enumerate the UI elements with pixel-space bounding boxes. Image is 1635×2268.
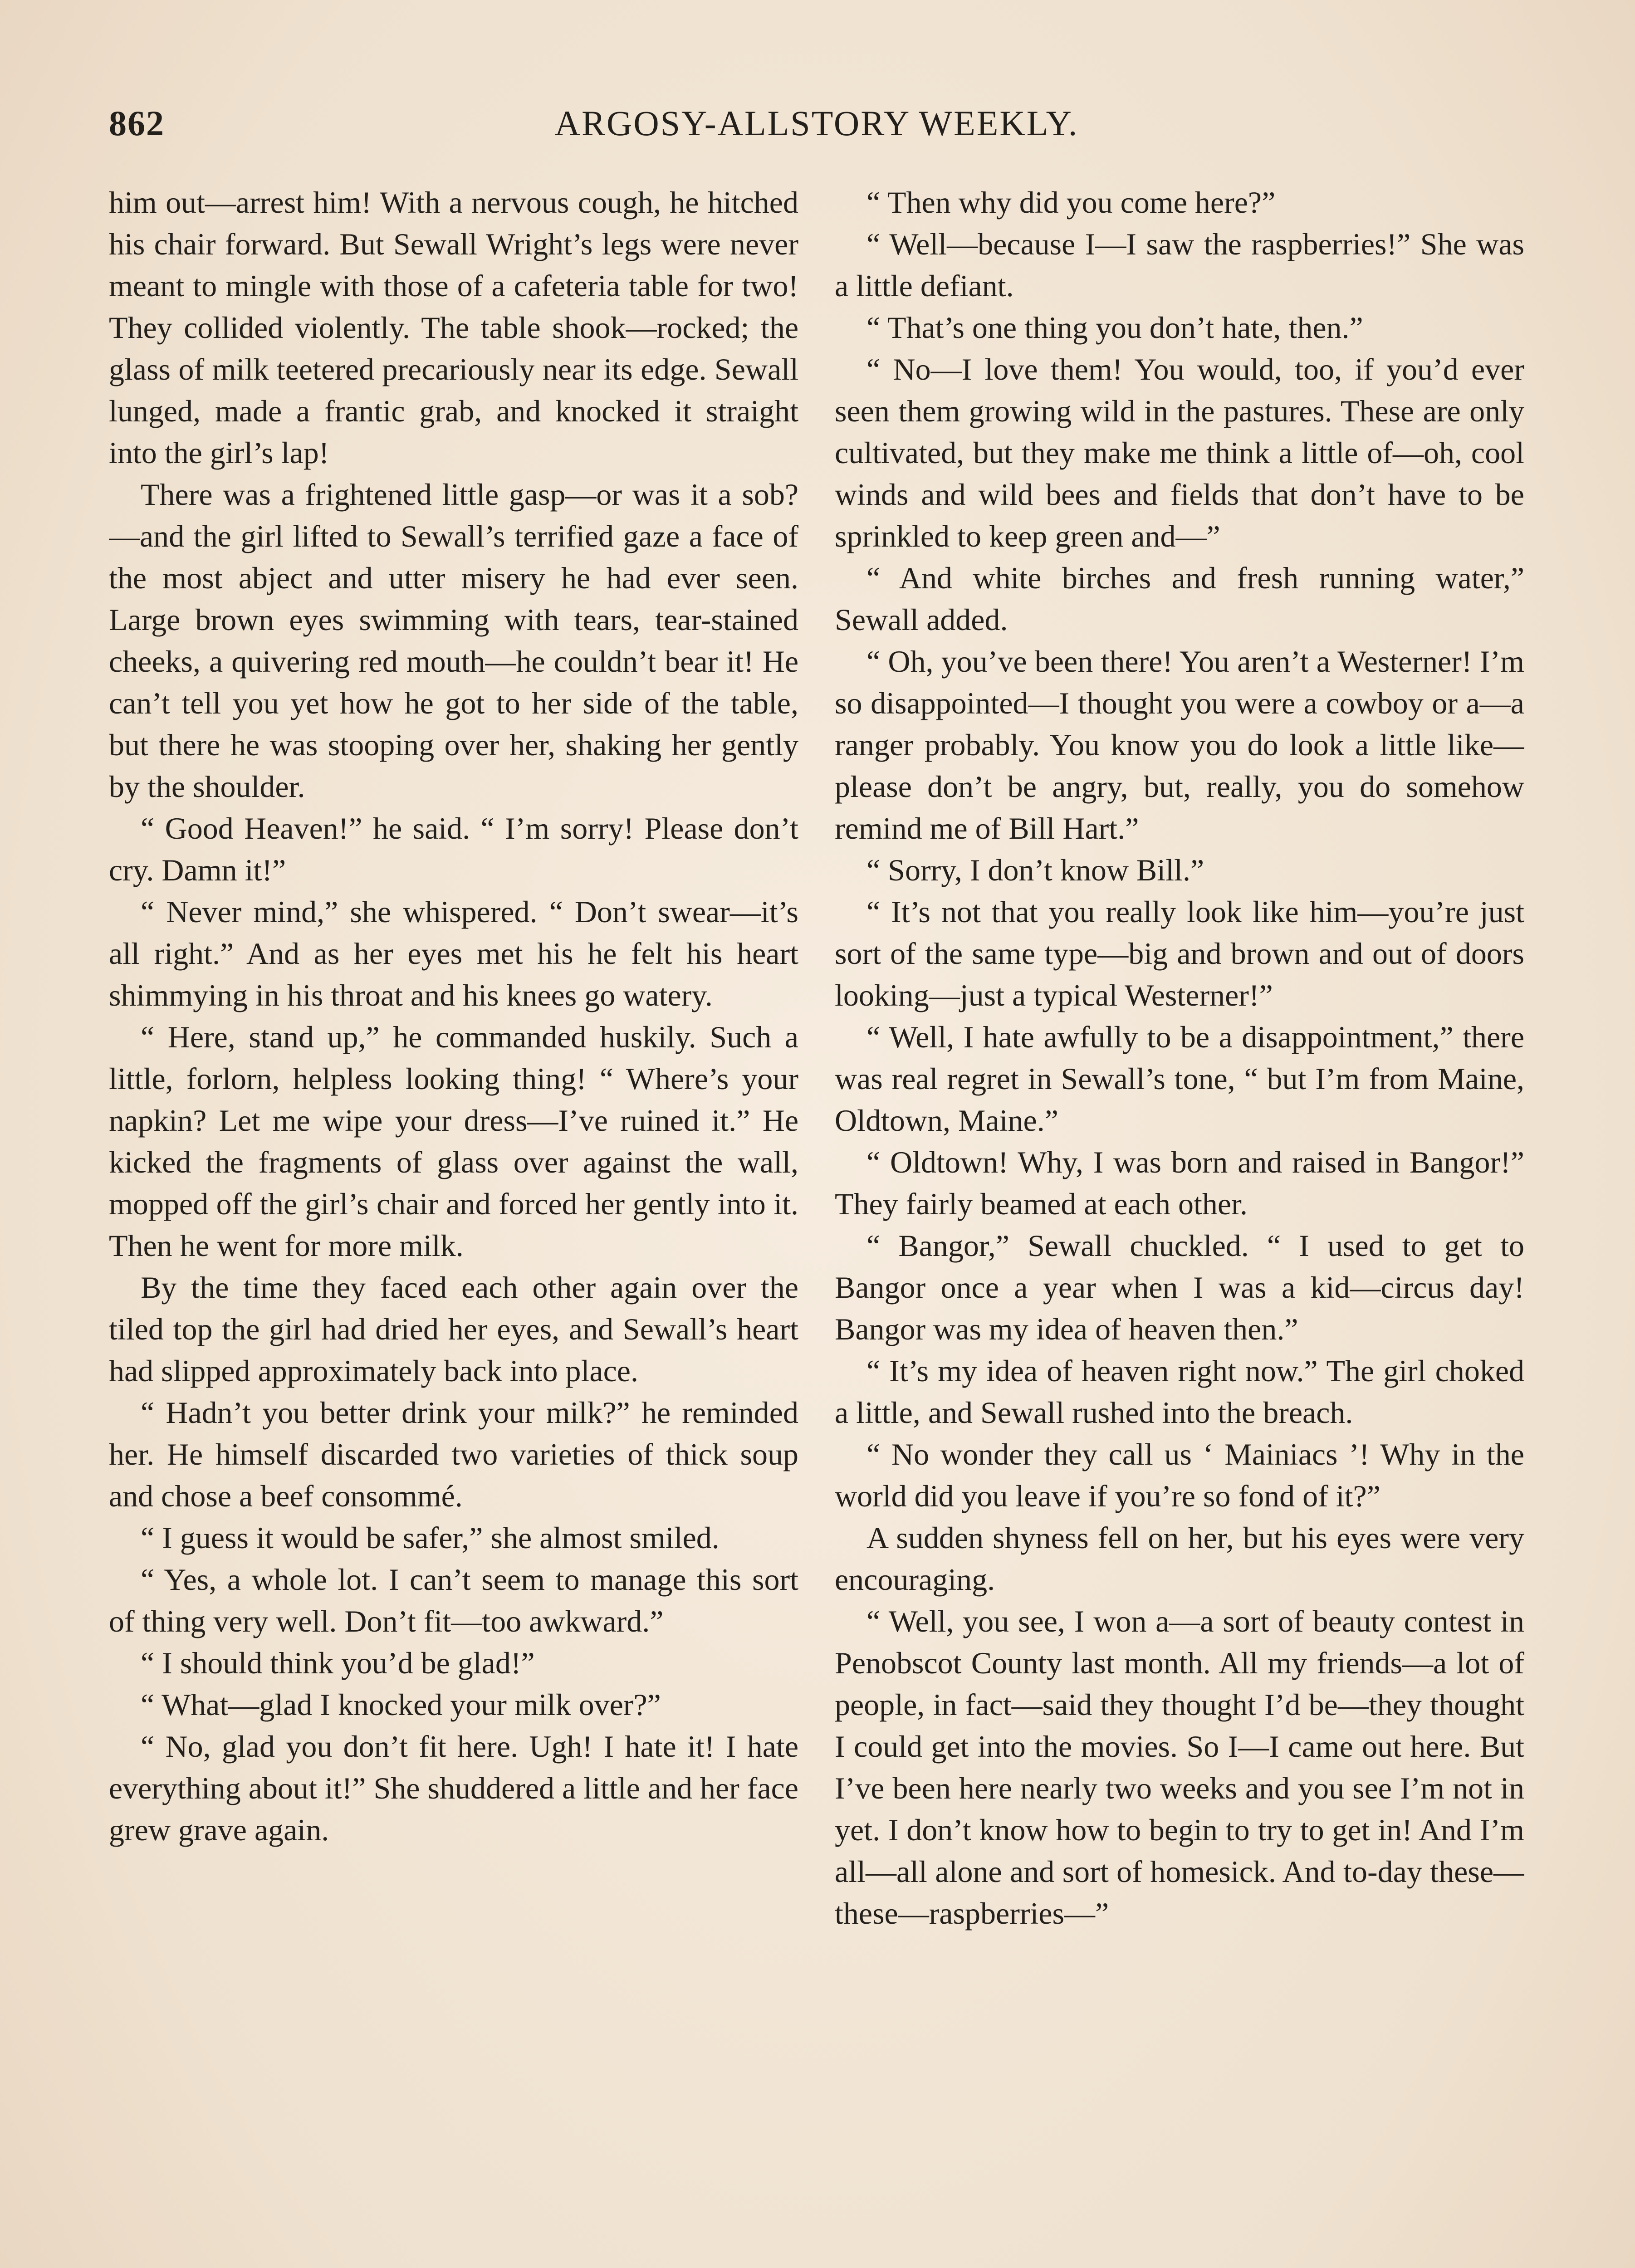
running-head: ARGOSY-ALLSTORY WEEKLY. bbox=[554, 103, 1079, 143]
page-number: 862 bbox=[109, 103, 165, 143]
paragraph: him out—arrest him! With a nervous cough, he hitched his chair forward. But Sewall Wright’s legs were never meant to mingle with those of a cafeteria table for two! They collided violently. The table shook—rocked; the glass of milk teetered precariously near its edge. Sewall lunged, made a frantic grab, and knocked it straight into the girl’s lap! bbox=[109, 185, 798, 470]
paragraph: “ Well—because I—I saw the raspberries!” She was a little defiant. bbox=[835, 227, 1524, 303]
paragraph: “ Hadn’t you better drink your milk?” he reminded her. He himself discarded two varieties of thick soup and chose a beef consommé. bbox=[109, 1395, 798, 1513]
paragraph: “ Sorry, I don’t know Bill.” bbox=[866, 853, 1204, 887]
paragraph: “ Bangor,” Sewall chuckled. “ I used to get to Bangor once a year when I was a kid—circus day! Bangor was my idea of heaven then.” bbox=[835, 1228, 1524, 1346]
right-column bbox=[835, 181, 1524, 2268]
paragraph: “ It’s not that you really look like him—you’re just sort of the same type—big and brown and out of doors looking—just a typical Westerner!” bbox=[835, 894, 1524, 1012]
page-header bbox=[109, 101, 1524, 151]
paragraph: “ That’s one thing you don’t hate, then.” bbox=[866, 310, 1363, 345]
paragraph: “ Well, I hate awfully to be a disappointment,” there was real regret in Sewall’s tone, “ but I’m from Maine, Oldtown, Maine.” bbox=[835, 1020, 1524, 1138]
paragraph: “ Oh, you’ve been there! You aren’t a Westerner! I’m so disappointed—I thought you were a cowboy or a—a ranger probably. You know you do look a little like—please don’t be angry, but, really, you do somehow remind me of Bill Hart.” bbox=[835, 644, 1524, 846]
paragraph: “ Oldtown! Why, I was born and raised in Bangor!” They fairly beamed at each other. bbox=[835, 1145, 1524, 1221]
paragraph: “ It’s my idea of heaven right now.” The girl choked a little, and Sewall rushed into the breach. bbox=[835, 1354, 1524, 1430]
paragraph: “ Good Heaven!” he said. “ I’m sorry! Please don’t cry. Damn it!” bbox=[109, 811, 798, 887]
paragraph: “ No, glad you don’t fit here. Ugh! I hate it! I hate everything about it!” She shuddered a little and her face grew grave again. bbox=[109, 1729, 798, 1847]
paragraph: “ No—I love them! You would, too, if you’d ever seen them growing wild in the pastures. These are only cultivated, but they make me think a little of—oh, cool winds and wild bees and fields that don’t have to be sprinkled to keep green and—” bbox=[835, 352, 1524, 553]
paragraph: There was a frightened little gasp—or was it a sob?—and the girl lifted to Sewall’s terrified gaze a face of the most abject and utter misery he had ever seen. Large brown eyes swimming with tears, tear-stained cheeks, a quivering red mouth—he couldn’t bear it! He can’t tell you yet how he got to her side of the table, but there he was stooping over her, shaking her gently by the shoulder. bbox=[109, 477, 798, 804]
paragraph: “ Never mind,” she whispered. “ Don’t swear—it’s all right.” And as her eyes met his he felt his heart shimmying in his throat and his knees go watery. bbox=[109, 894, 798, 1012]
left-column bbox=[109, 181, 798, 2268]
paragraph: “ Yes, a whole lot. I can’t seem to manage this sort of thing very well. Don’t fit—too awkward.” bbox=[109, 1562, 798, 1638]
paragraph: “ And white birches and fresh running water,” Sewall added. bbox=[835, 561, 1524, 637]
paragraph: “ Here, stand up,” he commanded huskily. Such a little, forlorn, helpless looking thing! “ Where’s your napkin? Let me wipe your dress—I’ve ruined it.” He kicked the fragments of glass over against the wall, mopped off the girl’s chair and forced her gently into it. Then he went for more milk. bbox=[109, 1020, 798, 1263]
paragraph: “ I guess it would be safer,” she almost smiled. bbox=[141, 1520, 720, 1555]
paragraph: “ Well, you see, I won a—a sort of beauty contest in Penobscot County last month. All my friends—a lot of people, in fact—said they thought I’d be—they thought I could get into the movies. So I—I came out here. But I’ve been here nearly two weeks and you see I’m not in yet. I don’t know how to begin to try to get in! And I’m all—all alone and sort of homesick. And to-day these—these—raspberries—” bbox=[835, 1604, 1524, 1931]
paragraph: A sudden shyness fell on her, but his eyes were very encouraging. bbox=[835, 1520, 1524, 1597]
paragraph: “ No wonder they call us ‘ Mainiacs ’! Why in the world did you leave if you’re so fond of it?” bbox=[835, 1437, 1524, 1513]
paragraph: “ What—glad I knocked your milk over?” bbox=[141, 1687, 661, 1722]
paragraph: “ Then why did you come here?” bbox=[866, 185, 1276, 220]
paragraph: By the time they faced each other again over the tiled top the girl had dried her eyes, and Sewall’s heart had slipped approximately back into place. bbox=[109, 1270, 798, 1388]
paragraph: “ I should think you’d be glad!” bbox=[141, 1646, 535, 1680]
